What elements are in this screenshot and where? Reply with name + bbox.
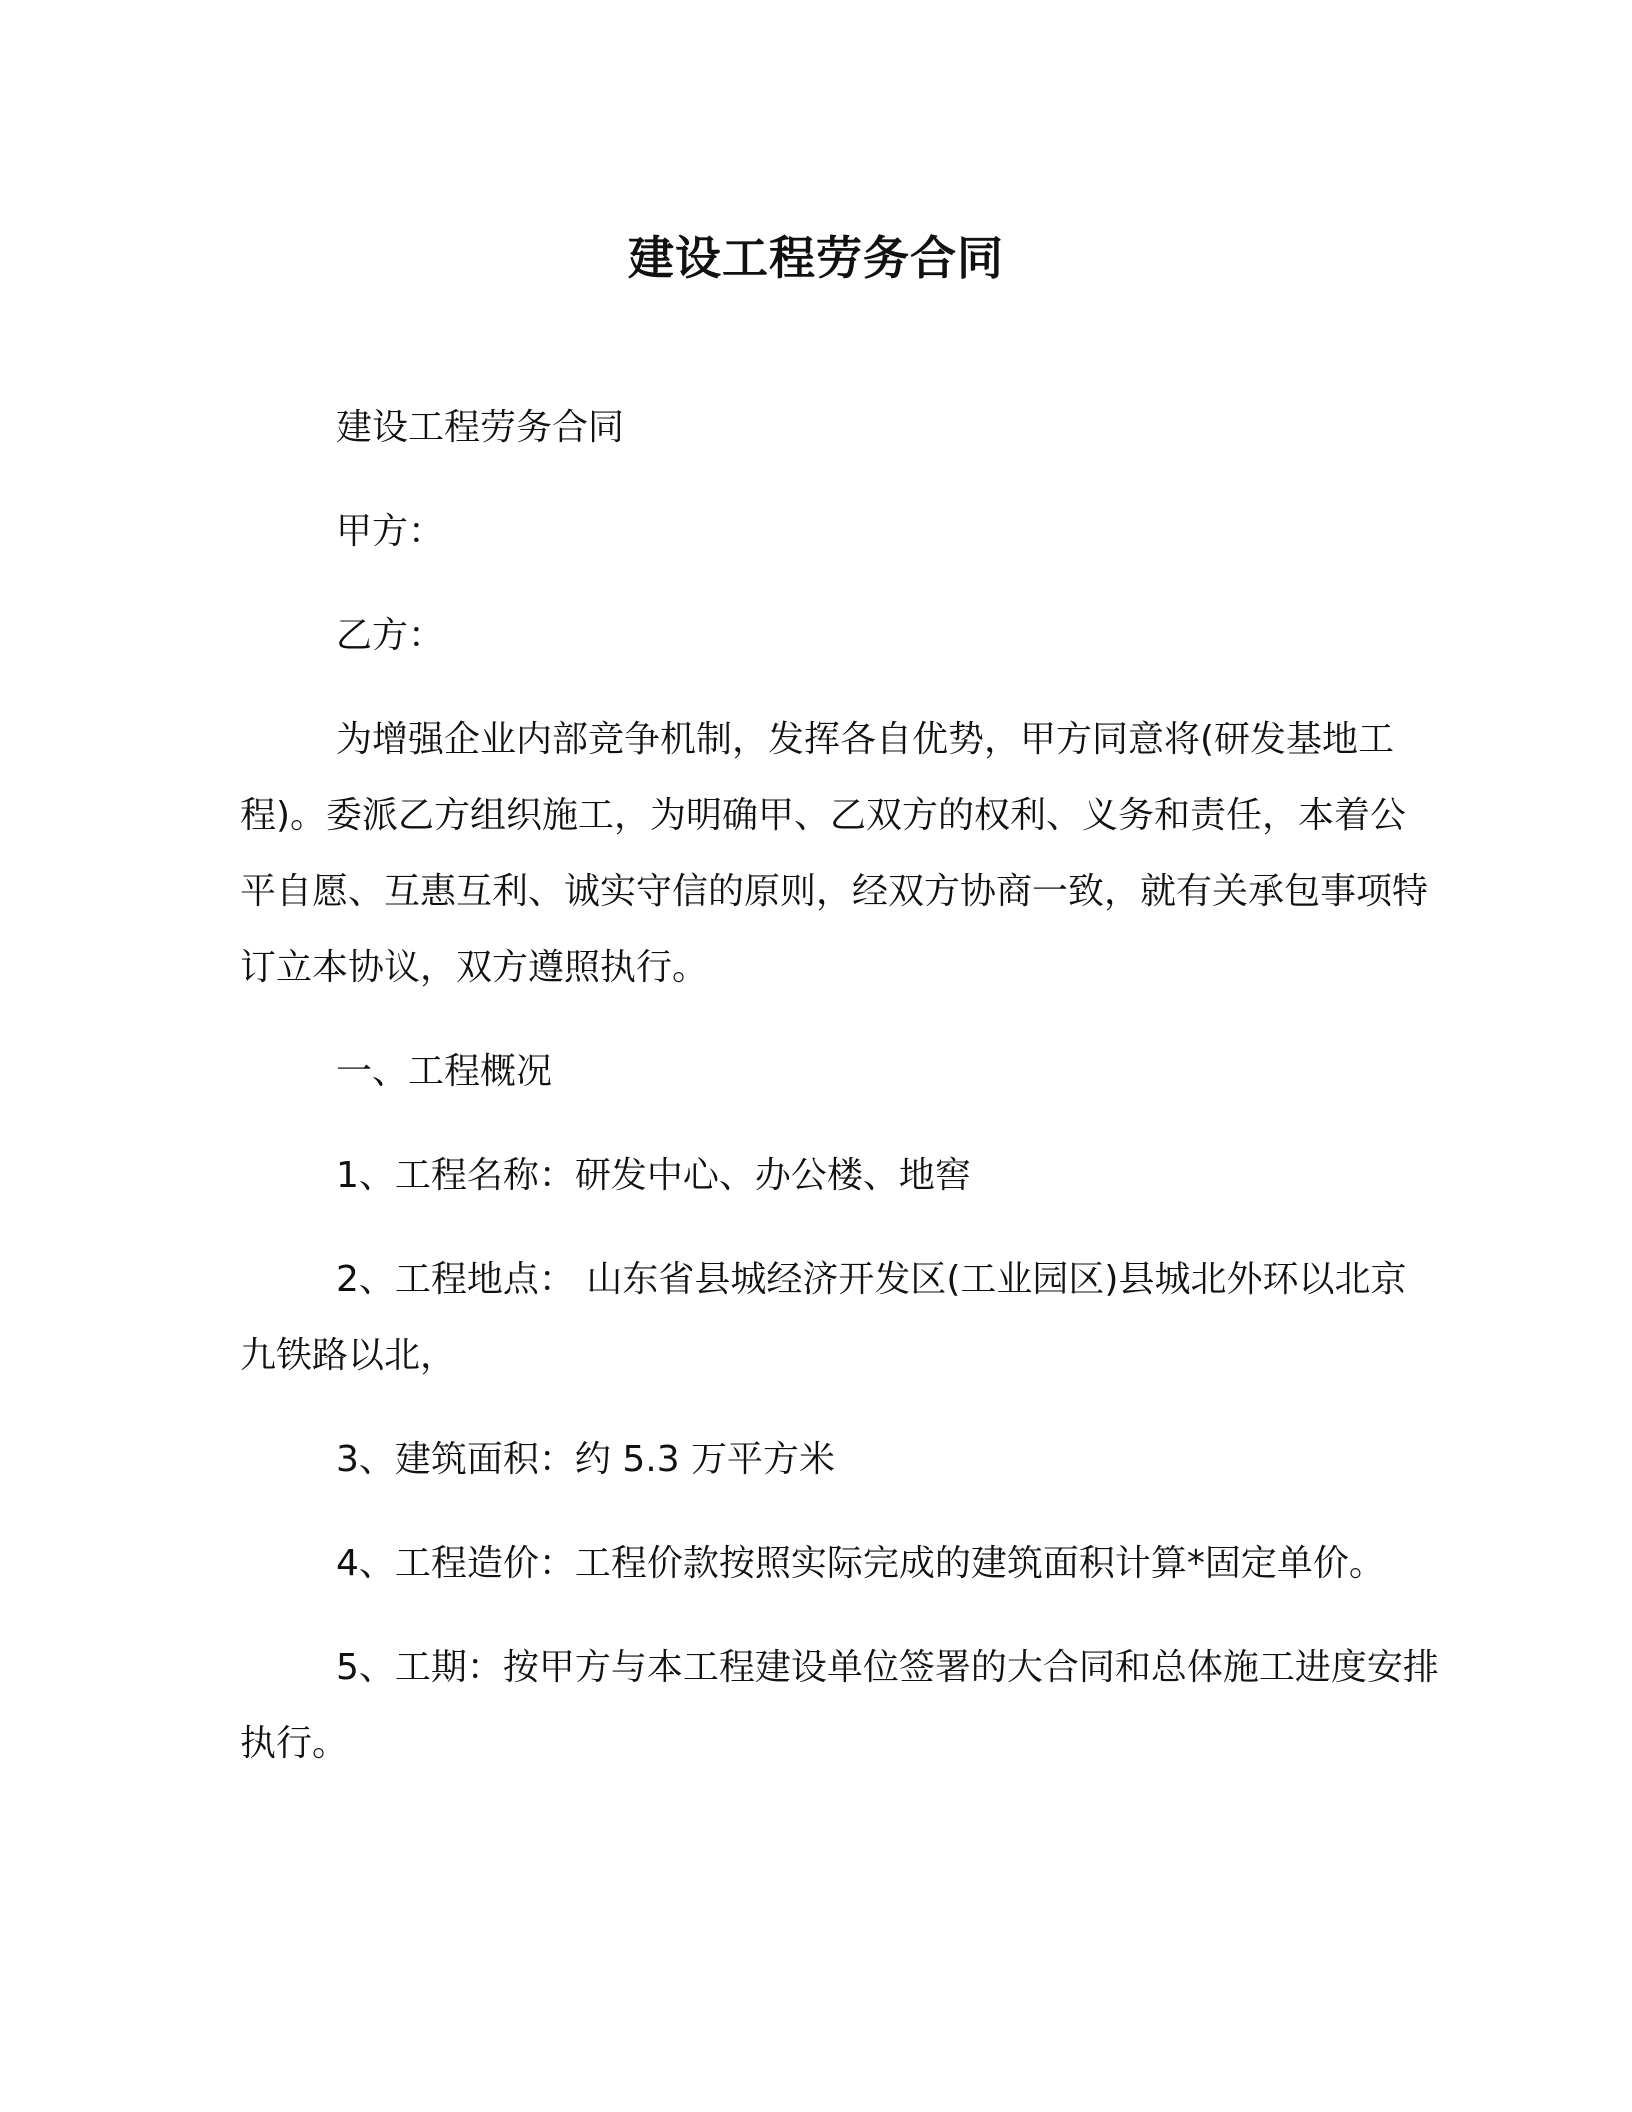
section-heading-overview: 一、工程概况 [336,1051,553,1092]
item-project-schedule: 5、工期：按甲方与本工程建设单位签署的大合同和总体施工进度安排执行。 [240,1647,1439,1764]
party-a-line: 甲方： [336,511,445,552]
document-title: 建设工程劳务合同 [628,231,1004,285]
item-project-name: 1、工程名称：研发中心、办公楼、地窖 [336,1155,971,1196]
item-building-area: 3、建筑面积：约 5.3 万平方米 [336,1439,836,1480]
subtitle-paragraph: 建设工程劳务合同 [336,407,625,448]
document-body [240,390,1440,1810]
party-b-line: 乙方： [336,615,445,656]
item-project-cost: 4、工程造价：工程价款按照实际完成的建筑面积计算*固定单价。 [336,1543,1385,1584]
preamble-paragraph: 为增强企业内部竞争机制，发挥各自优势，甲方同意将(研发基地工程)。委派乙方组织施工，为明确甲、乙双方的权利、义务和责任，本着公平自愿、互惠互利、诚实守信的原则，经双方协商一致，就有关承包事项特订立本协议，双方遵照执行。 [240,719,1429,988]
item-project-location: 2、工程地点： 山东省县城经济开发区(工业园区)县城北外环以北京九铁路以北， [240,1259,1407,1376]
